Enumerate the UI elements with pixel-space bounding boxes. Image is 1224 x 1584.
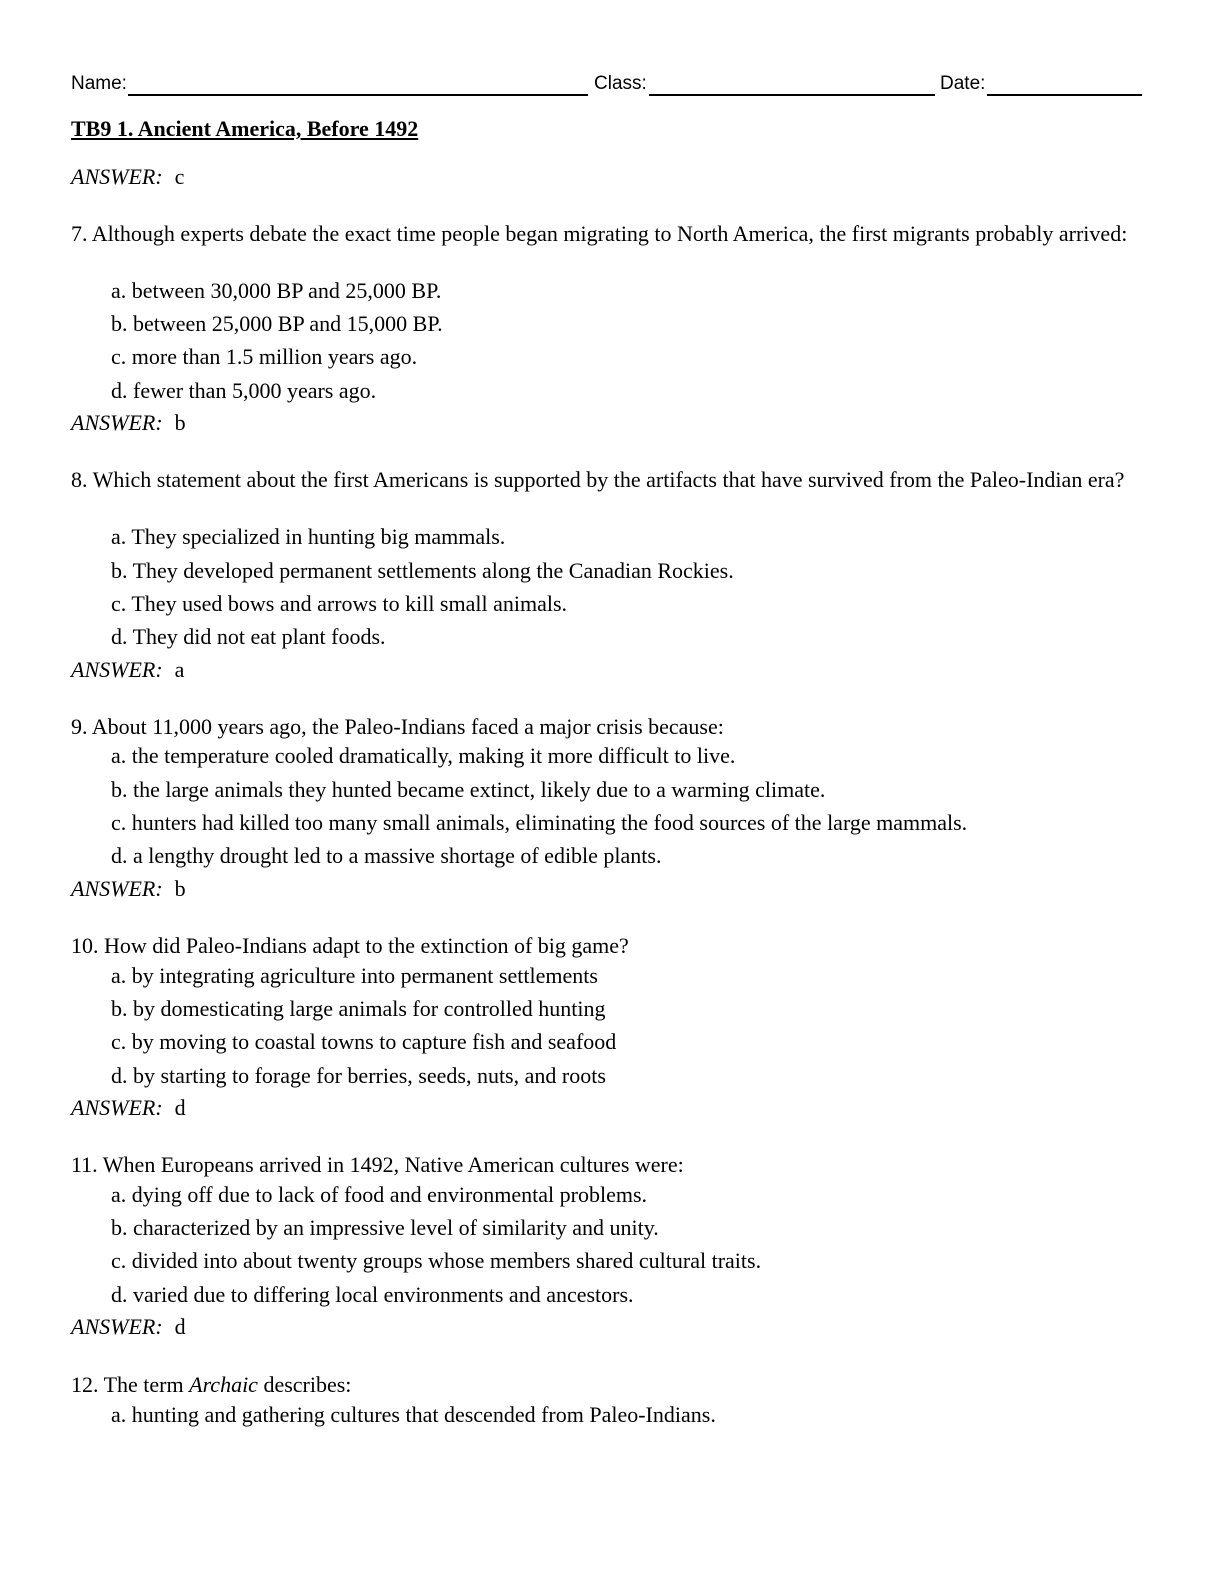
answer-line [71,876,186,902]
option-c: c. They used bows and arrows to kill small animals. [111,591,568,616]
class-label: Class: [594,73,647,94]
answer-value: d [174,1095,186,1120]
header-row [71,72,1142,98]
date-field-line[interactable] [987,94,1142,96]
answer-line [71,164,184,190]
option-a: a. They specialized in hunting big mammals. [111,524,506,549]
answer-label: ANSWER: [71,876,163,901]
option-c: c. more than 1.5 million years ago. [111,344,418,369]
name-label: Name: [71,73,127,94]
question-text: 11. When Europeans arrived in 1492, Native American cultures were: [71,1152,684,1177]
option-d: d. They did not eat plant foods. [111,624,386,649]
option-b: b. the large animals they hunted became extinct, likely due to a warming climate. [111,777,826,802]
answer-line [71,657,184,683]
option-b: b. characterized by an impressive level of similarity and unity. [111,1215,659,1240]
answer-label: ANSWER: [71,1095,163,1120]
option-c: c. divided into about twenty groups whose members shared cultural traits. [111,1248,762,1273]
class-field-line[interactable] [649,94,935,96]
answer-value: d [174,1314,186,1339]
question-text: 10. How did Paleo-Indians adapt to the extinction of big game? [71,933,629,958]
option-c: c. hunters had killed too many small animals, eliminating the food sources of the large mammals. [111,810,968,835]
option-d: d. by starting to forage for berries, seeds, nuts, and roots [111,1063,606,1088]
answer-value: b [174,410,186,435]
document-title: TB9 1. Ancient America, Before 1492 [71,116,419,141]
option-c: c. by moving to coastal towns to capture fish and seafood [111,1029,617,1054]
option-b: b. by domesticating large animals for controlled hunting [111,996,606,1021]
question-emphasis: Archaic [189,1372,258,1397]
question-text: 7. Although experts debate the exact time people began migrating to North America, the first migrants probably arrived: [71,221,1128,246]
option-d: d. a lengthy drought led to a massive shortage of edible plants. [111,843,662,868]
answer-value: c [174,164,185,189]
question-text: 9. About 11,000 years ago, the Paleo-Indians faced a major crisis because: [71,714,724,739]
option-d: d. varied due to differing local environments and ancestors. [111,1282,634,1307]
option-a: a. the temperature cooled dramatically, making it more difficult to live. [111,743,736,768]
option-b: b. They developed permanent settlements along the Canadian Rockies. [111,558,734,583]
question-text [71,1372,1146,1398]
date-label: Date: [940,73,986,94]
question-prefix: 12. The term [71,1372,190,1397]
answer-line [71,410,186,436]
answer-value: b [174,876,186,901]
answer-label: ANSWER: [71,164,163,189]
answer-label: ANSWER: [71,410,163,435]
answer-value: a [174,657,185,682]
answer-line [71,1095,186,1121]
question-text: 8. Which statement about the first Americans is supported by the artifacts that have survived from the Paleo-Indian era? [71,467,1125,492]
name-field-line[interactable] [128,94,588,96]
option-b: b. between 25,000 BP and 15,000 BP. [111,311,443,336]
answer-label: ANSWER: [71,1314,163,1339]
answer-line [71,1314,186,1340]
option-d: d. fewer than 5,000 years ago. [111,378,377,403]
option-a: a. by integrating agriculture into permanent settlements [111,963,598,988]
answer-label: ANSWER: [71,657,163,682]
option-a: a. dying off due to lack of food and environmental problems. [111,1182,648,1207]
option-a: a. hunting and gathering cultures that descended from Paleo-Indians. [111,1402,716,1427]
question-suffix: describes: [257,1372,352,1397]
option-a: a. between 30,000 BP and 25,000 BP. [111,278,442,303]
